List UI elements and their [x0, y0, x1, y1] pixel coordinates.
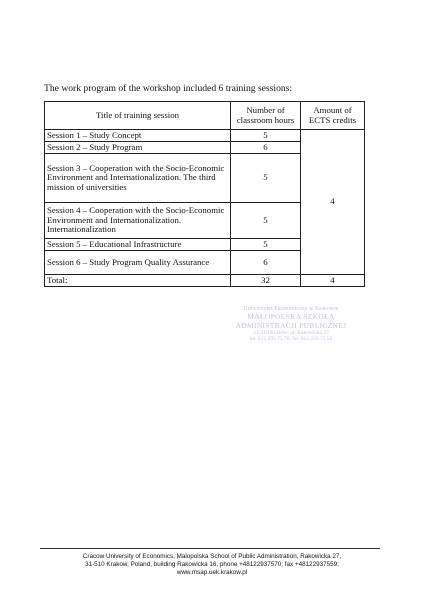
page-footer — [40, 553, 384, 578]
footer-line: 31-510 Krakow, Poland, building Rakowicka 16, phone +48122937570; fax +48122937559; — [85, 561, 339, 569]
session-title: Session 2 – Study Program — [45, 142, 231, 154]
stamp-line: Uniwersytet Ekonomiczny w Krakowie — [243, 306, 339, 312]
training-sessions-table — [44, 101, 365, 287]
total-label: Total: — [45, 275, 231, 287]
session-title: Session 1 – Study Concept — [45, 130, 231, 142]
table-row — [45, 130, 365, 142]
session-title: Session 6 – Study Program Quality Assurance — [45, 251, 231, 275]
session-hours: 5 — [231, 239, 301, 251]
session-hours: 5 — [231, 154, 301, 203]
ects-credits: 4 — [301, 130, 365, 275]
table-total-row — [45, 275, 365, 287]
session-title: Session 5 – Educational Infrastructure — [45, 239, 231, 251]
table-header-row — [45, 102, 365, 130]
footer-divider — [40, 548, 380, 549]
stamp-line: MAŁOPOLSKA SZKOŁA — [247, 311, 335, 321]
header-hours: Number of classroom hours — [231, 102, 301, 130]
total-ects: 4 — [301, 275, 365, 287]
stamp-line: ADMINISTRACJI PUBLICZNEJ — [235, 320, 347, 330]
session-title: Session 3 – Cooperation with the Socio-Economic Environment and Internationalization. The third mission of universities — [45, 154, 231, 203]
session-hours: 5 — [231, 203, 301, 239]
stamp-line: 31-510 Kraków, ul. Rakowicka 27 — [253, 330, 329, 337]
stamp-line: tel. 012 293 75 70, fax 012 293 75 59 — [249, 336, 333, 343]
session-hours: 6 — [231, 251, 301, 275]
intro-text: The work program of the workshop included 6 training sessions: — [44, 83, 293, 94]
header-title: Title of training session — [45, 102, 231, 130]
session-hours: 6 — [231, 142, 301, 154]
institution-stamp — [226, 306, 356, 343]
footer-line: Cracow University of Economics, Malopolska School of Public Administration, Rakowicka 27, — [82, 553, 342, 560]
header-ects: Amount of ECTS credits — [301, 102, 365, 130]
session-hours: 5 — [231, 130, 301, 142]
total-hours: 32 — [231, 275, 301, 287]
footer-link[interactable]: www.msap.uek.krakow.pl — [176, 569, 248, 577]
session-title: Session 4 – Cooperation with the Socio-Economic Environment and Internationalization. Internationalization — [45, 203, 231, 239]
